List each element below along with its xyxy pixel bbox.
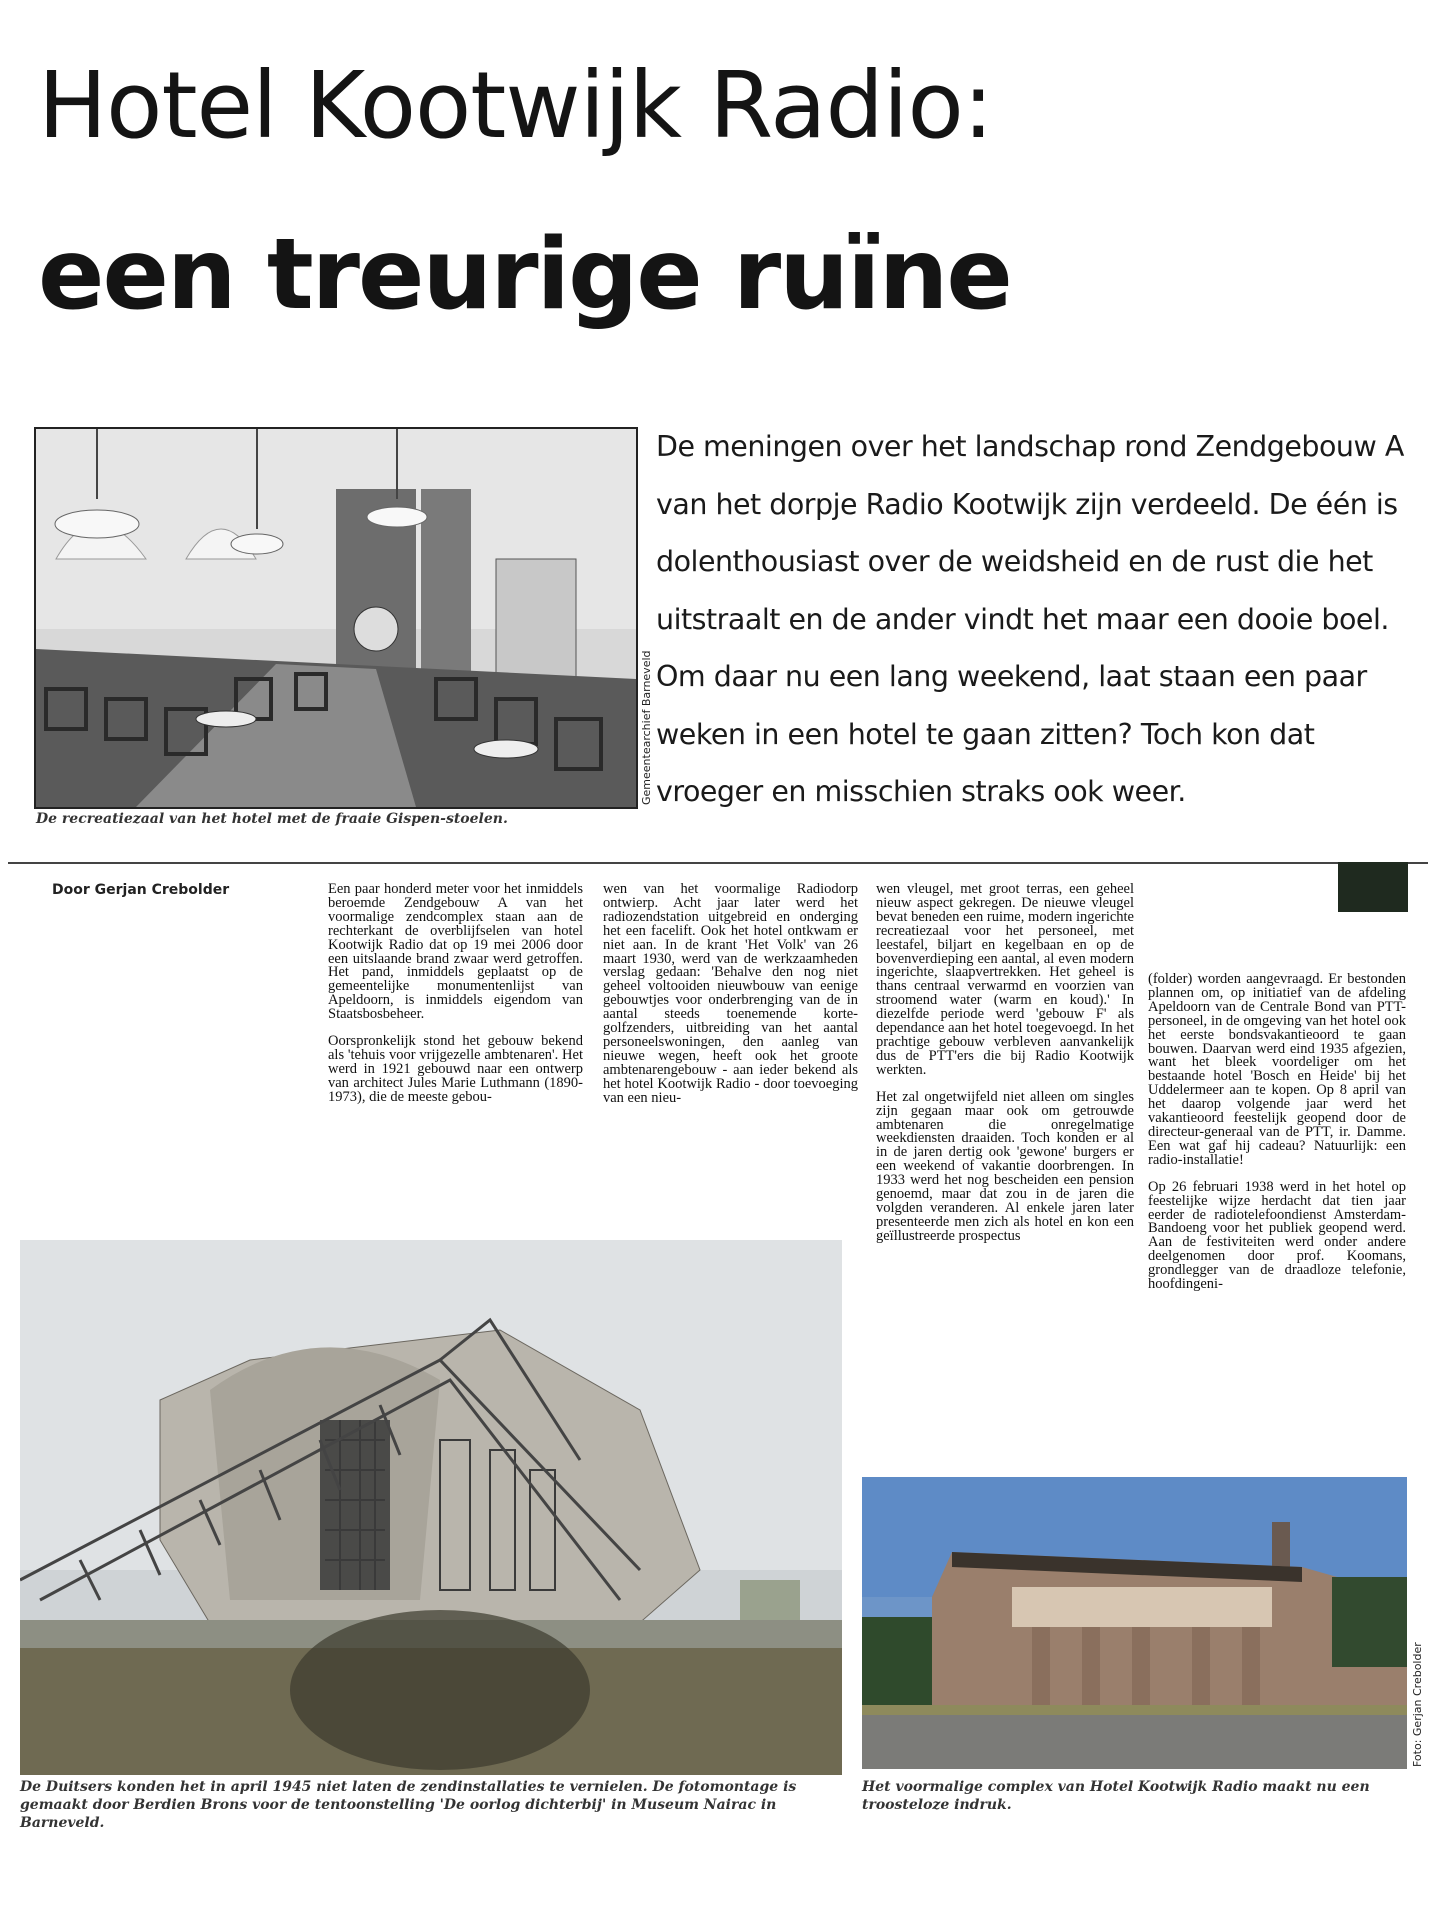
article-column-4 xyxy=(1148,973,1406,1305)
photo-recreation-hall xyxy=(34,427,638,809)
article-column-3 xyxy=(876,883,1134,1257)
photo-transmitter-ruin xyxy=(20,1240,842,1775)
photo-caption: De recreatiezaal van het hotel met de fraaie Gispen-stoelen. xyxy=(36,811,508,827)
article-column-1 xyxy=(328,883,583,1118)
article-column-2 xyxy=(603,883,858,1119)
photo-hotel-ruin xyxy=(862,1477,1407,1769)
corner-photo-fragment xyxy=(1338,862,1408,912)
section-divider xyxy=(8,862,1428,864)
article-paragraph: Oorspronkelijk stond het gebouw bekend als 'tehuis voor vrijgezelle ambtenaren'. Het werd in 1921 gebouwd naar een ontwerp van architect Jules Marie Luthmann (1890-1973), die de meeste gebou- xyxy=(328,1033,583,1105)
article-paragraph: Het zal ongetwijfeld niet alleen om singles zijn gegaan maar ook om getrouwde ambtenaren die onregelmatige weekdiensten draaiden. Toch konden er al in de jaren dertig ook 'gewone' burgers er een weekend of vakantie doorbrengen. In 1933 werd het nog bescheiden een pension genoemd, maar dat zou in de jaren die volgden veranderen. Al enkele jaren later presenteerde men zich als hotel en kon een geïllustreerde prospectus xyxy=(876,1088,1134,1244)
headline-line-2: een treurige ruïne xyxy=(38,218,1011,332)
photo-caption: Het voormalige complex van Hotel Kootwijk Radio maakt nu een troosteloze indruk. xyxy=(862,1779,1370,1813)
article-paragraph: wen van het voormalige Radiodorp ontwierp. Acht jaar later werd het radiozendstation uitgebreid en onderging het een facelift. Ook het hotel ontkwam er niet aan. In de krant 'Het Volk' van 26 maart 1930, werd van de werkzaamheden verslag gedaan: 'Behalve den nog niet geheel voltooiden nieuwbouw van eenige gebouwtjes voor onderbrenging van de in aantal steeds toenemende korte-golfzenders, uitbreiding van het aantal personeelswoningen, den aanleg van nieuwe wegen, heeft ook het groote ambtenarengebouw - aan ieder bekend als het hotel Kootwijk Radio - door toevoeging van een nieu- xyxy=(603,881,858,1106)
intro-paragraph: De meningen over het landschap rond Zendgebouw A van het dorpje Radio Kootwijk zijn verdeeld. De één is dolenthousiast over de weidsheid en de rust die het uitstraalt en de ander vindt het maar een dooie boel. Om daar nu een lang weekend, laat staan een paar weken in een hotel te gaan zitten? Toch kon dat vroeger en misschien straks ook weer. xyxy=(656,430,1404,808)
photo-caption: De Duitsers konden het in april 1945 niet laten de zendinstallaties te vernielen. De fotomontage is gemaakt door Berdien Brons voor de tentoonstelling 'De oorlog dichterbij' in Museum Nairac in Barneveld. xyxy=(20,1779,797,1831)
headline-line-1: Hotel Kootwijk Radio: xyxy=(38,52,993,159)
article-paragraph: wen vleugel, met groot terras, een geheel nieuw aspect gekregen. De nieuwe vleugel bevat beneden een ruime, modern ingerichte recreatiezaal voor het personeel, met leestafel, biljart en kegelbaan en op de bovenverdieping een aantal, al even modern ingerichte, slaapvertrekken. Het geheel is thans centraal verwarmd en voorzien van stroomend water (warm en koud).' In diezelfde periode werd 'gebouw F' als dependance aan het hotel toegevoegd. In het prachtige gebouw verbleven aanvankelijk dus de PTT'ers die bij Radio Kootwijk werkten. xyxy=(876,881,1134,1078)
photo-credit: Foto: Gerjan Crebolder xyxy=(1411,1642,1424,1767)
article-paragraph: (folder) worden aangevraagd. Er bestonden plannen om, op initiatief van de afdeling Apeldoorn van de Centrale Bond van PTT-personeel, in de omgeving van het hotel ook het eerste bondsvakantieoord te gaan bouwen. Daarvan werd eind 1935 afgezien, want het bleek voordeliger om het bestaande hotel 'Bosch en Heide' bij het Uddelermeer aan te kopen. Op 8 april van het daarop volgende jaar werd het vakantieoord feestelijk geopend door de directeur-generaal van de PTT, ir. Damme. Een wat gaf hij cadeau? Natuurlijk: een radio-installatie! xyxy=(1148,971,1406,1168)
article-paragraph: Op 26 februari 1938 werd in het hotel op feestelijke wijze herdacht dat tien jaar eerder de radiotelefoondienst Amsterdam-Bandoeng voor het publiek geopend werd. Aan de festiviteiten werd onder andere deelgenomen door prof. Koomans, grondlegger van de draadloze telefonie, hoofdingeni- xyxy=(1148,1178,1406,1293)
article-paragraph: Een paar honderd meter voor het inmiddels beroemde Zendgebouw A van het voormalige zendcomplex staan aan de rechterkant de overblijfselen van hotel Kootwijk Radio dat op 19 mei 2006 door een uitslaande brand zwaar werd getroffen. Het pand, inmiddels geplaatst op de gemeentelijke monumentenlijst van Apeldoorn, is inmiddels eigendom van Staatsbosbeheer. xyxy=(328,881,583,1023)
byline: Door Gerjan Crebolder xyxy=(52,882,230,898)
photo-credit: Gemeentearchief Barneveld xyxy=(640,650,653,805)
